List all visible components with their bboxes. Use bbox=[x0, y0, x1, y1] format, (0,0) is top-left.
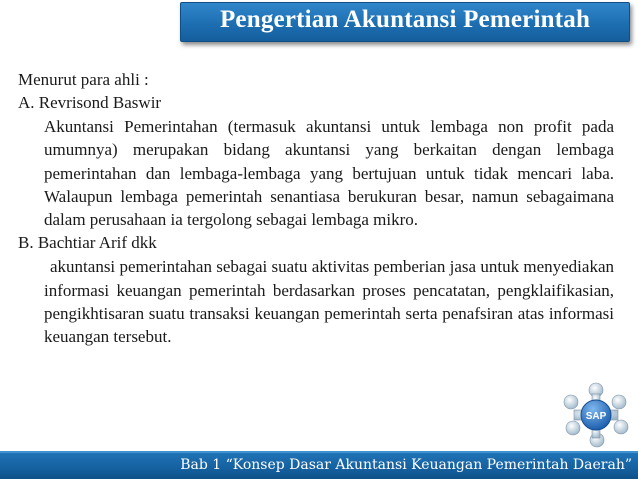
sap-logo-label: SAP bbox=[585, 411, 607, 422]
section-b-heading: B. Bachtiar Arif dkk bbox=[18, 233, 157, 253]
slide-content bbox=[18, 68, 614, 349]
slide-title-bar bbox=[180, 2, 630, 42]
slide-title: Pengertian Akuntansi Pemerintah bbox=[219, 6, 591, 33]
intro-text: Menurut para ahli : bbox=[18, 70, 149, 89]
section-b-paragraph: akuntansi pemerintahan sebagai suatu aktivitas pemberian jasa untuk menyediakan informasi keuangan pemerintah berdasarkan proses pencatatan, pengklaifikasian, pengikhtisaran suatu transaksi keuangan pemerintah serta penafsiran atas informasi keuangan tersebut. bbox=[44, 257, 614, 347]
section-a-heading: A. Revrisond Baswir bbox=[18, 93, 162, 112]
footer-bar bbox=[0, 451, 638, 479]
section-a-paragraph: Akuntansi Pemerintahan (termasuk akuntansi untuk lembaga non profit pada umumnya) merupakan bidang akuntansi yang berkaitan dengan lembaga pemerintahan dan lembaga-lembaga yang bertujuan untuk tidak mencari laba. Walaupun lembaga pemerintah senantiasa berukuran besar, namun sebagaimana dalam perusahaan ia tergolong sebagai lembaga mikro. bbox=[44, 117, 614, 230]
footer-text: Bab 1 “Konsep Dasar Akuntansi Keuangan Pemerintah Daerah” bbox=[180, 457, 632, 473]
sap-logo-icon bbox=[561, 382, 631, 448]
